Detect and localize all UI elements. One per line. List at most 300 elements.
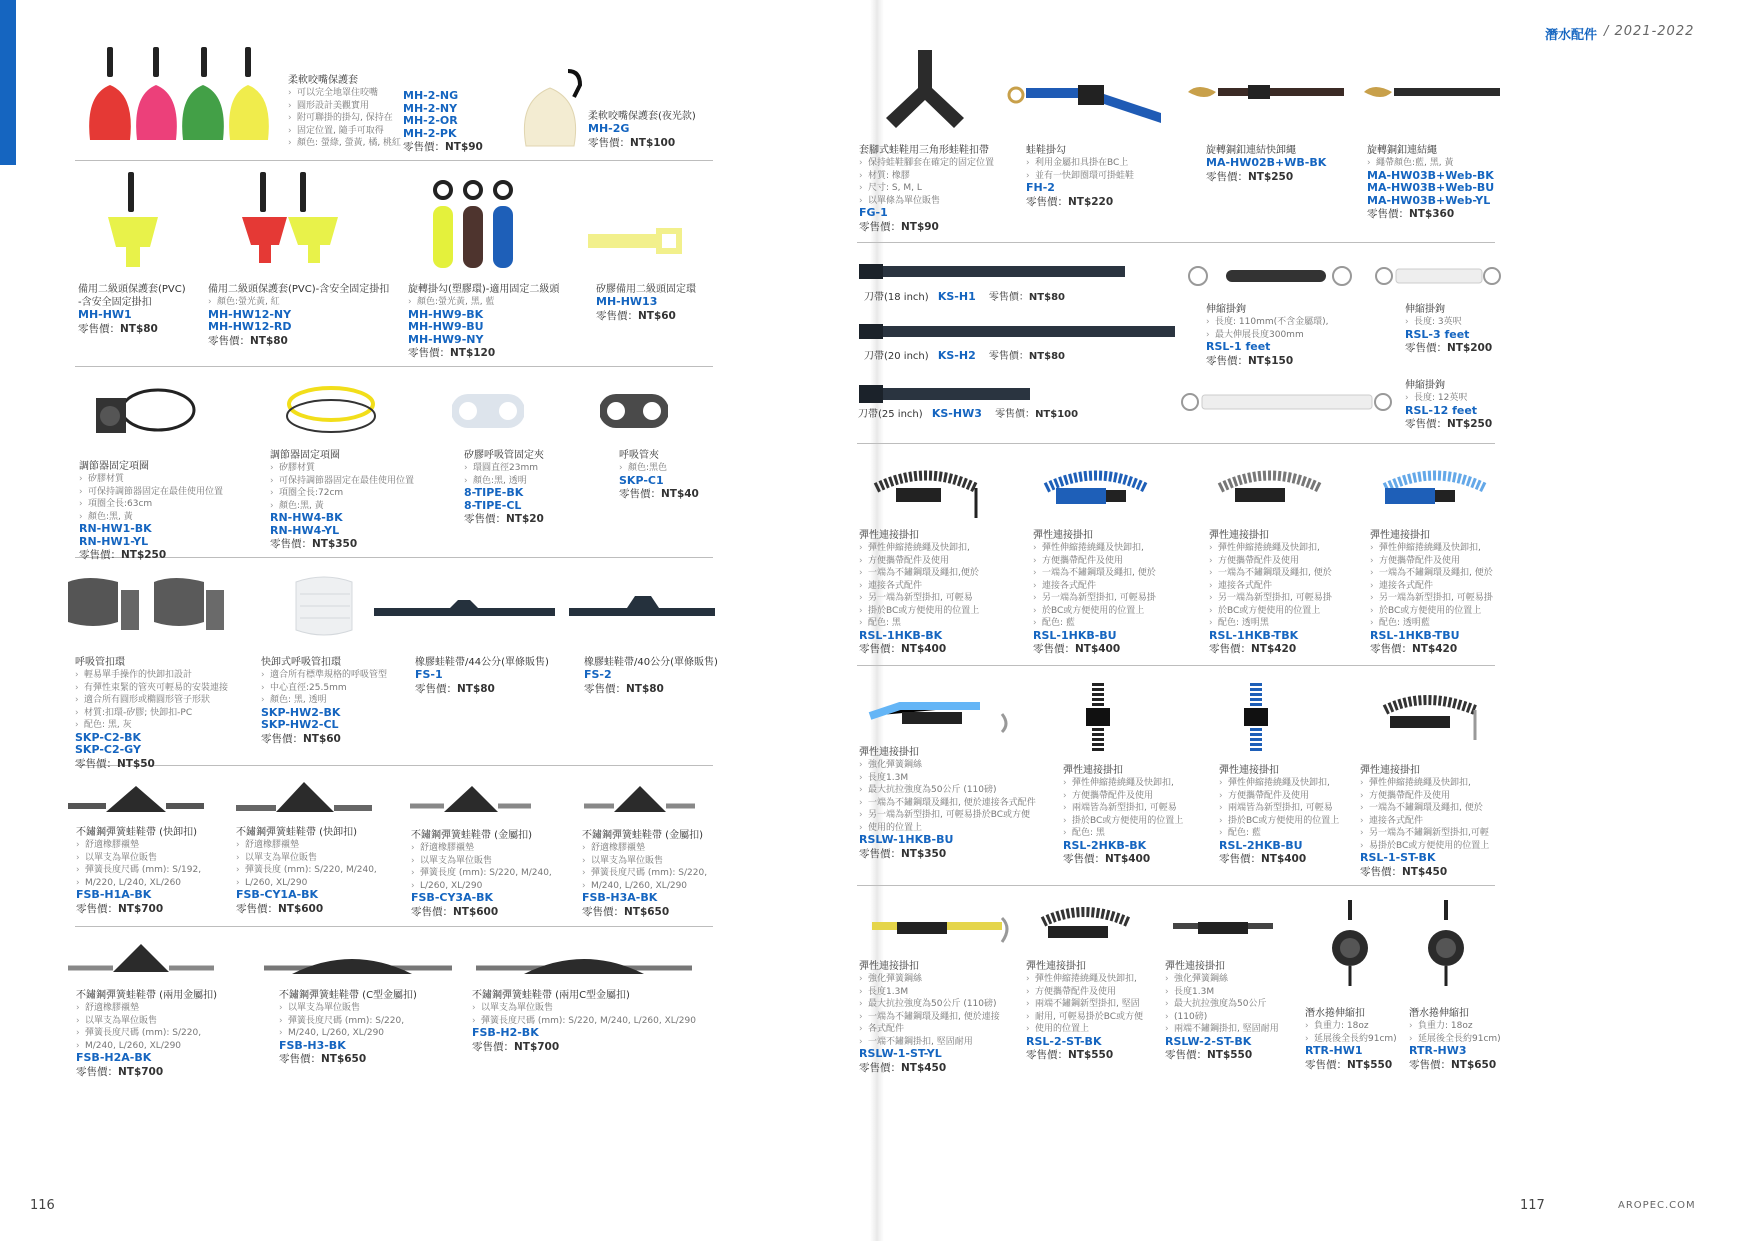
product-spring-fin-strap-h2 [472,989,696,1055]
product-image-spring-strap-cy1a [234,778,374,822]
product-rubber-fin-strap-44 [415,656,549,697]
product-code: FG-1 [859,206,888,219]
product-code: SKP-HW2-CL [261,718,339,731]
product-price: 零售價：NT$80 [78,322,158,335]
coil-lanyard-illustration [1210,458,1340,528]
product-price: 零售價：NT$80 [988,351,1065,362]
product-feature: › 負重力: 18oz [1409,1020,1501,1033]
product-feature: › 環圓直徑23mm [464,462,544,475]
product-code: RSL-1HKB-BU [1033,628,1117,642]
product-quick-snorkel-ring [261,656,387,747]
product-price: 零售價：NT$400 [1063,853,1151,865]
product-price: 零售價：NT$600 [411,905,499,918]
product-feature: › 項圈全長:72cm [270,487,414,500]
product-name: 不鏽鋼彈簧蛙鞋帶 (金屬扣) [582,830,703,841]
product-name: 彈性連接掛扣 [1165,961,1225,972]
product-feature: › 耐用, 可輕易掛於BC或方便 [1026,1011,1143,1024]
spring-strap-illustration [582,782,697,822]
product-code: RTR-HW1 [1305,1044,1363,1057]
product-feature: › M/240, L/260, XL/290 [582,880,707,893]
product-feature: › 以單條為單位販售 [859,195,994,208]
product-feature: › 長度1.3M [859,986,1000,999]
product-feature: › 以單支為單位販售 [236,852,377,865]
product-code: FSB-H3A-BK [582,891,658,904]
product-image-fin-strap-44 [372,596,557,630]
product-image-knife-strap-25 [857,383,1032,409]
necklace-yellow-illustration [283,378,383,438]
product-spring-fin-strap-h2a [76,989,217,1080]
product-feature: › 配色: 藍 [1033,617,1156,630]
octo-holder-illustration [98,172,168,272]
product-image-glow-cover [518,66,588,160]
product-image-swivel-clips [428,178,518,277]
product-name: 彈性連接掛扣 [1360,765,1420,776]
product-code: MH-2-NG [403,89,459,102]
product-price: 零售價：NT$700 [76,902,164,915]
product-feature: › 延展後全長約91cm) [1409,1033,1501,1046]
product-code: FS-1 [415,668,443,681]
product-feature: › 顏色:螢光黃, 黑, 藍 [408,296,559,309]
wire-lanyard-illustration [862,686,1017,736]
product-name: 潛水捲伸縮扣 [1409,1008,1469,1019]
product-name: 套腳式蛙鞋用三角形蛙鞋扣帶 [859,145,989,156]
product-feature: › 保持蛙鞋腳套在確定的固定位置 [859,157,994,170]
reel-retractor-illustration [1330,898,1370,998]
product-code: RN-HW4-YL [270,523,340,537]
product-image-fin-strap-40 [567,592,717,626]
product-code: RSL-12 feet [1405,403,1478,417]
product-reg-necklace-long [270,449,414,552]
product-name: 彈性連接掛扣 [1370,530,1430,541]
product-image-coil-tbk [1210,458,1340,532]
product-name: 不鏽鋼彈簧蛙鞋帶 (兩用金屬扣) [76,990,217,1001]
fin-grip-illustration [880,48,970,138]
product-feature: › 舒適橡膠襯墊 [76,1002,217,1015]
product-code: RSL-1 feet [1206,340,1271,353]
product-coil-lanyard-tbk [1209,529,1332,657]
product-image-spring-strap [66,782,206,826]
product-spring-fin-strap-cy1a [236,826,377,917]
product-feature: › 材質:扣環-矽膠; 快卸扣-PC [75,707,228,720]
website-url[interactable]: AROPEC.COM [1618,1200,1696,1211]
product-feature: › 兩端不鏽鋼新型掛扣, 堅固 [1026,998,1143,1011]
product-feature: › 彈性伸縮捲繞繩及快卸扣, [1219,777,1339,790]
product-feature: › 連接各式配件 [1033,580,1156,593]
product-coil-lanyard-bu [1033,529,1156,657]
product-image-retractor-12ft [1180,390,1395,420]
product-swivel-clip [408,283,559,361]
product-feature: › 顏色: 螢綠, 螢黃, 橘, 桃紅 [288,137,401,150]
product-price: 零售價：NT$60 [596,309,676,322]
product-feature: › 彈性伸縮捲繞繩及快卸扣, [1033,542,1156,555]
product-brass-clip-webbing [1367,144,1494,222]
product-feature: › 兩端不鏽鋼掛扣, 堅固耐用 [1165,1023,1279,1036]
product-code: RN-HW1-BK [79,522,152,535]
product-feature: › 彈性伸縮捲繞繩及快卸扣, [1360,777,1489,790]
product-code: RSL-1HKB-TBU [1370,628,1460,642]
product-feature: › 連接各式配件 [1209,580,1332,593]
product-name: 備用二級頭保護套(PVC)-含安全固定掛扣 [208,284,390,295]
product-image-silicone-holder [586,226,686,260]
product-name: 彈性連接掛扣 [859,747,919,758]
product-code: MH-HW9-NY [408,332,484,346]
product-name: 矽膠備用二級頭固定環 [596,284,696,295]
product-price: 零售價：NT$420 [1370,643,1458,655]
product-double-clip-lanyard-bk [1063,764,1183,867]
fin-strap-illustration [567,592,717,622]
product-feature: › 以單支為單位販售 [76,1015,217,1028]
product-double-clip-lanyard-bu [1219,764,1339,867]
product-name: 彈性連接掛扣 [1026,961,1086,972]
product-feature: › 彈簧長度尺碼 (mm): S/192, [76,864,201,877]
product-coil-lanyard-st-bk [1026,960,1143,1063]
product-silicone-octo-holder [596,283,696,324]
fin-holder-illustration [1006,70,1166,125]
product-price: 零售價：NT$100 [588,136,676,149]
product-image-coil-bk [866,458,991,532]
product-feature: › 舒適橡膠襯墊 [76,839,201,852]
row-divider [857,885,1495,886]
product-image-st-lanyard [1365,690,1495,754]
product-feature: › 顏色:黑, 黃 [79,511,223,524]
product-feature: › 配色: 藍 [1219,827,1339,840]
section-title: 潛水配件 [1545,28,1598,43]
product-feature: › 以單支為單位販售 [279,1002,417,1015]
product-image-retractor-1ft [1186,262,1356,296]
brass-clip-lanyard-illustration [1186,80,1346,110]
product-feature: › 一端為不鏽鋼環及繩扣, 便於 [1033,567,1156,580]
coil-lanyard-illustration [1374,262,1504,292]
product-feature: › 矽膠材質 [270,462,414,475]
product-feature: › 另一端為新型掛扣, 可輕易 [859,592,979,605]
product-feature: › 另一端為新型掛扣, 可輕易掛 [1370,592,1493,605]
snorkel-quick-clip-illustration [66,572,241,642]
product-feature: › 並有一快卸圈環可掛蛙鞋 [1026,170,1134,183]
product-feature: › 最大抗拉強度為50公斤 (110磅) [859,998,1000,1011]
product-feature: › 彈簧長度尺碼 (mm): S/220, [279,1015,417,1028]
spring-strap-illustration [262,940,452,980]
product-feature: › 另一端為新型掛扣, 可輕易掛 [1209,592,1332,605]
product-price: 零售價：NT$120 [408,347,496,359]
product-feature: › 可保持調節器固定在最佳使用位置 [270,475,414,488]
product-image-knife-strap-18 [857,262,1127,286]
product-image-spring-strap-h2 [474,940,694,984]
product-feature: › M/240, L/260, XL/290 [279,1027,417,1040]
product-image-snorkel-clip [600,392,668,434]
product-name: 矽膠呼吸管固定夾 [464,450,544,461]
product-code: SKP-C2-BK [75,730,142,744]
product-price: 零售價：NT$350 [859,847,947,860]
spring-strap-illustration [66,940,216,980]
product-code: KS-H1 [937,290,976,303]
product-feature: › 使用的位置上 [1026,1023,1143,1036]
product-price: 零售價：NT$650 [1409,1058,1497,1071]
octo-holder-dual-illustration [240,172,350,272]
product-image-retractor-3ft [1374,262,1504,296]
product-name: 刀帶(18 inch) [864,292,929,303]
wire-lanyard-illustration [1158,900,1288,950]
row-divider [857,665,1495,666]
product-spring-wire-lanyard-bu [859,746,1036,862]
glow-cover-illustration [518,66,588,156]
product-retractor-hw3 [1409,1007,1501,1073]
product-code: FSB-CY1A-BK [236,888,319,901]
product-image-brass-clip-webbing [1362,80,1502,114]
product-image-retractor-hw3 [1426,898,1466,1002]
product-code: RN-HW1-YL [79,534,149,548]
product-price: 零售價：NT$450 [1360,865,1448,878]
product-code: MH-2-OR [403,114,458,127]
product-price: 零售價：NT$50 [75,757,155,770]
product-code: MH-2G [588,122,630,135]
product-knife-strap-20 [864,349,1065,365]
product-feature: › 繩帶顏色:藍, 黑, 黃 [1367,157,1494,170]
row-divider [857,242,1495,243]
product-image-coil-st-bk [1023,900,1148,954]
product-feature: › 易掛於BC或方便使用的位置上 [1360,840,1489,853]
product-feature: › 最大抗拉強度為50公斤 [1165,998,1279,1011]
product-feature: › 顏色:螢光黃, 紅 [208,296,389,309]
product-name: 柔軟咬嘴保護套 [288,75,358,86]
product-spring-fin-strap-h3a [582,829,707,920]
product-code: MH-2-NY [403,101,458,115]
product-feature: › 各式配件 [859,1023,1000,1036]
product-feature: › 配色: 黑, 灰 [75,719,228,732]
product-price: 零售價：NT$420 [1209,643,1297,655]
product-feature: › 最大抗拉強度為50公斤 (110磅) [859,784,1036,797]
product-feature: › 有彈性束緊的管夾可輕易的安裝連接 [75,682,228,695]
product-feature: › 一端不鏽鋼掛扣, 堅固耐用 [859,1036,1000,1049]
product-code: FSB-H2A-BK [76,1051,152,1064]
swivel-clip-illustration [428,178,518,273]
row-divider [857,443,1495,444]
product-code: SKP-C1 [619,473,664,487]
product-knife-strap-18 [864,290,1065,306]
product-brass-clip-quick-lanyard [1206,144,1326,185]
product-wire-lanyard-st-yl [859,960,1000,1076]
coil-lanyard-illustration [1036,458,1166,528]
product-feature: › 附可聯掛的掛勾, 保持在 [288,112,401,125]
product-feature: › 利用金屬扣具掛在BC上 [1026,157,1134,170]
row-divider [75,926,713,927]
product-name: 橡膠蛙鞋帶/40公分(單條販售) [584,657,718,668]
page-number-right: 117 [1520,1198,1545,1213]
product-feature: › 固定位置, 隨手可取得 [288,125,401,138]
product-spring-fin-strap-h1a [76,826,201,917]
snorkel-clip-illustration [600,392,668,430]
reel-retractor-illustration [1426,898,1466,998]
product-code: RSL-2-ST-BK [1026,1034,1102,1048]
product-feature: › 方便攜帶配件及使用 [1370,555,1493,568]
product-feature: › 另一端為新型掛扣, 可輕易掛 [1033,592,1156,605]
product-feature: › 圓形設計美觀實用 [288,100,401,113]
product-image-wire-lanyard-st-bk [1158,900,1288,954]
product-feature: › 材質: 橡膠 [859,170,994,183]
product-feature: › 另一端為不鏽鋼新型掛扣,可輕 [1360,827,1489,840]
product-feature: › 最大伸展長度300mm [1206,329,1329,342]
product-code: KS-H2 [937,349,976,362]
product-name: 刀帶(25 inch) [858,409,923,420]
product-feature: › 尺寸: S, M, L [859,182,994,195]
product-code: FS-2 [584,668,612,681]
product-price: 零售價：NT$400 [1219,853,1307,865]
product-retractor-1ft [1206,303,1329,369]
product-price: 零售價：NT$200 [1405,342,1493,354]
product-image-spring-wire-lanyard-bu [862,686,1017,740]
product-name: 呼吸管扣環 [75,657,125,668]
product-name: 調節器固定項圈 [79,461,149,472]
product-code: KS-HW3 [931,407,982,420]
product-feature: › 方便攜帶配件及使用 [1360,790,1489,803]
product-mouthpiece-cover-codes [403,90,483,155]
product-coil-lanyard-bk [859,529,979,657]
product-name: 調節器固定項圈 [270,450,340,461]
product-name: 蛙鞋掛勾 [1026,145,1066,156]
product-price: 零售價：NT$220 [1026,195,1114,208]
product-name: 旋轉銅釦連結繩 [1367,145,1437,156]
product-code: MH-HW12-RD [208,320,292,333]
page-number-left: 116 [30,1198,55,1213]
product-feature: › 彈簧長度尺碼 (mm): S/220, M/240, L/260, XL/290 [472,1015,696,1028]
section-tab-marker [0,0,16,165]
silicone-holder-illustration [586,226,686,256]
product-code: RSLW-1-ST-YL [859,1047,942,1060]
product-fin-grip [859,144,994,235]
product-feature: › 一端為不鏽鋼環及繩扣, 便於 [1360,802,1489,815]
product-feature: › 一端為不鏽鋼環及繩扣, 便於連接 [859,1011,1000,1024]
product-name: 橡膠蛙鞋帶/44公分(單條販售) [415,657,549,668]
product-price: 零售價：NT$350 [270,538,358,550]
product-image-double-clip-bk [1068,678,1128,767]
product-feature: › 以單支為單位販售 [472,1002,696,1015]
product-name: 快卸式呼吸管扣環 [261,657,341,668]
product-code: MH-HW1 [78,308,132,321]
product-feature: › 適合所有標準規格的呼吸管型 [261,669,387,682]
product-code: RSLW-1HKB-BU [859,833,954,846]
product-price: 零售價：NT$600 [236,902,324,915]
product-name: 彈性連接掛扣 [1033,530,1093,541]
product-feature: › 於BC或方便使用的位置上 [1370,605,1493,618]
product-feature: › 延展後全長約91cm) [1305,1033,1397,1046]
st-lanyard-illustration [1365,690,1495,750]
product-retractor-hw1 [1305,1007,1397,1073]
product-price: 零售價：NT$250 [79,549,167,561]
product-name: 伸縮掛鉤 [1405,380,1445,391]
product-feature: › 配色: 黑 [859,617,979,630]
product-image-brass-clip-lanyard [1186,80,1346,114]
product-octo-holder-pvc [78,283,186,337]
product-name: 伸縮掛鉤 [1405,304,1445,315]
row-divider [75,366,713,367]
snorkel-keeper-illustration [452,392,524,430]
product-name: 備用二級頭保護套(PVC) [78,284,186,295]
product-feature: › 兩端皆為新型掛扣, 可輕易 [1063,802,1183,815]
product-feature: › 方便攜帶配件及使用 [1209,555,1332,568]
product-feature: › 一端為不鏽鋼環及繩扣, 便於連接各式配件 [859,797,1036,810]
product-image-spring-strap-h2a [66,940,216,984]
product-price: 零售價：NT$90 [859,220,939,233]
product-image-snorkel-clip-quick [66,572,241,646]
product-price: 零售價：NT$360 [1367,208,1455,220]
product-name: 不鏽鋼彈簧蛙鞋帶 (快卸扣) [236,827,357,838]
knife-strap-illustration [857,322,1177,342]
coil-lanyard-illustration [1375,458,1505,528]
product-price: 零售價：NT$400 [1033,643,1121,655]
product-image-double-clip-bu [1226,678,1286,767]
product-image-snorkel-ring-clear [290,572,360,646]
product-feature: › 舒適橡膠襯墊 [236,839,377,852]
product-image-spring-strap-cy3a [408,782,533,826]
product-price: 零售價：NT$80 [584,682,664,695]
product-name: 不鏽鋼彈簧蛙鞋帶 (快卸扣) [76,827,197,838]
product-feature: › (110磅) [1165,1011,1279,1024]
product-price: 零售價：NT$150 [1206,354,1294,367]
mouthpiece-cover-illustration [85,45,275,155]
product-code: RSLW-2-ST-BK [1165,1034,1252,1048]
product-image-retractor-hw1 [1330,898,1370,1002]
product-feature: › 彈簧長度 (mm): S/220, M/240, [236,864,377,877]
coil-lanyard-illustration [866,458,991,528]
product-image-octo-holder-dual [240,172,350,276]
product-price: 零售價：NT$550 [1026,1049,1114,1061]
product-name: 不鏽鋼彈簧蛙鞋帶 (C型金屬扣) [279,990,417,1001]
product-price: 零售價：NT$250 [1405,418,1493,430]
product-feature: › 一端為不鏽鋼環及繩扣,便於 [859,567,979,580]
product-feature: › 方便攜帶配件及使用 [1219,790,1339,803]
product-code: FSB-H3-BK [279,1038,346,1052]
product-name-line2: -含安全固定掛扣 [78,297,152,308]
product-feature: › 顏色:黑, 黃 [270,500,414,513]
spring-strap-illustration [474,940,694,980]
product-feature: › 長度: 3英呎 [1405,316,1492,329]
product-code: FSB-H2-BK [472,1026,539,1039]
product-name: 柔軟咬嘴保護套(夜光款) [588,111,696,122]
product-price: 零售價：NT$100 [995,409,1079,420]
product-price: 零售價：NT$450 [859,1061,947,1074]
product-octo-holder-pvc-colors [208,283,389,349]
brass-clip-webbing-illustration [1362,80,1502,110]
product-feature: › 一端為不鏽鋼環及繩扣, 便於 [1209,567,1332,580]
product-name: 不鏽鋼彈簧蛙鞋帶 (兩用C型金屬扣) [472,990,630,1001]
product-code: MH-HW9-BK [408,307,484,321]
product-feature: › 配色: 透明藍 [1370,617,1493,630]
product-feature: › 彈性伸縮捲繞繩及快卸扣, [1370,542,1493,555]
product-wire-lanyard-st-bk [1165,960,1279,1063]
product-code: RSL-2HKB-BU [1219,838,1303,852]
product-feature: › 可以完全地罩住咬嘴 [288,87,401,100]
product-code: FSB-CY3A-BK [411,891,494,904]
product-code: RSL-3 feet [1405,327,1470,341]
product-feature: › 長度1.3M [1165,986,1279,999]
product-reg-necklace [79,460,223,563]
product-feature: › 彈簧長度尺碼 (mm): S/220, [76,1027,217,1040]
spring-strap-illustration [408,782,533,822]
product-price: 零售價：NT$90 [403,141,483,153]
spring-strap-illustration [66,782,206,822]
row-divider [75,160,713,161]
coil-lanyard-illustration [1186,262,1356,292]
knife-strap-illustration [857,262,1127,282]
product-feature: › 連接各式配件 [859,580,979,593]
product-code: RSL-1HKB-TBK [1209,628,1299,642]
product-glow-mouthpiece-cover [588,110,696,151]
product-feature: › 方便攜帶配件及使用 [859,555,979,568]
product-feature: › M/240, L/260, XL/290 [76,1040,217,1053]
product-code: RTR-HW3 [1409,1044,1467,1057]
product-code: RSL-1HKB-BK [859,628,943,642]
coil-lanyard-illustration [1180,390,1395,416]
product-image-spring-strap-h3a [582,782,697,826]
